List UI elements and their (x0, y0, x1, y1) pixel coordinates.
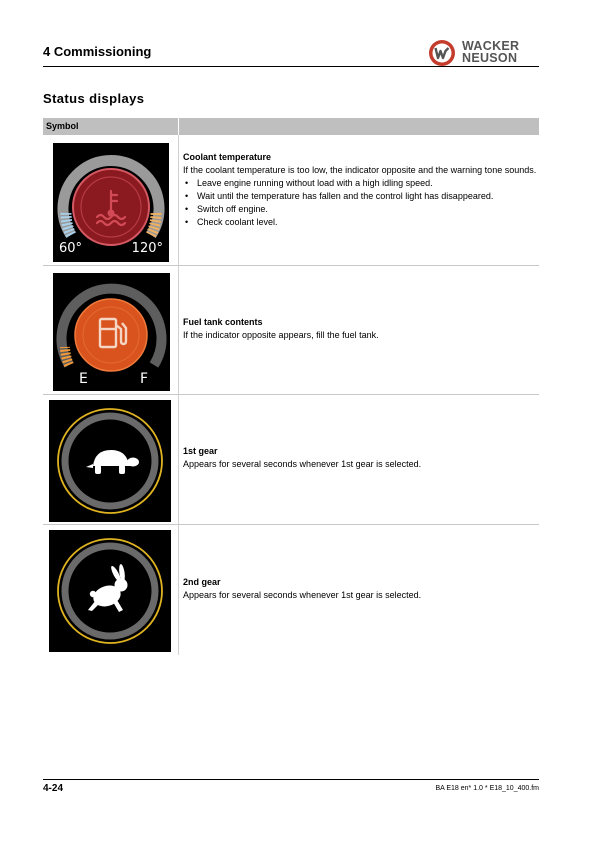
chapter-title: 4 Commissioning (43, 44, 152, 59)
row-text: If the coolant temperature is too low, the indicator opposite and the warning tone sounds. (183, 165, 537, 175)
brand-line-2: NEUSON (462, 51, 518, 65)
gauge-label-full: F (139, 371, 148, 387)
list-item: • Wait until the temperature has fallen and the control light has disappeared. (183, 190, 537, 203)
footer-rule (43, 779, 539, 780)
fuel-gauge-image (53, 273, 170, 391)
brand-text (462, 40, 519, 64)
column-header-symbol: Symbol (46, 121, 79, 131)
coolant-gauge-image (53, 143, 169, 262)
row-title: Fuel tank contents (183, 317, 263, 327)
row-title: 2nd gear (183, 577, 221, 587)
coolant-description (183, 151, 537, 229)
first-gear-image (49, 400, 171, 522)
table-row-2nd-gear (43, 525, 539, 655)
second-gear-image (49, 530, 171, 652)
gauge-label-min: 60° (59, 241, 83, 256)
file-reference: BA E18 en* 1.0 * E18_10_400.fm (435, 785, 539, 792)
page-number: 4-24 (43, 783, 64, 794)
wacker-logo-icon (428, 39, 456, 67)
section-title: Status displays (43, 91, 145, 106)
row-title: 1st gear (183, 446, 218, 456)
header-rule (43, 66, 539, 67)
list-item: • Switch off engine. (183, 203, 537, 216)
instruction-list (183, 177, 537, 229)
list-item: • Check coolant level. (183, 216, 537, 229)
list-item: • Leave engine running without load with a high idling speed. (183, 177, 537, 190)
turtle-icon (86, 450, 139, 474)
row-text: Appears for several seconds whenever 1st gear is selected. (183, 459, 422, 469)
brand-line-1: WACKER (462, 39, 520, 53)
gauge-label-empty: E (79, 371, 88, 387)
first-gear-description (183, 445, 537, 471)
fuel-description (183, 316, 537, 342)
row-text: Appears for several seconds whenever 1st gear is selected. (183, 590, 422, 600)
brand-logo (428, 38, 540, 68)
row-text: If the indicator opposite appears, fill the fuel tank. (183, 330, 379, 340)
gauge-label-max: 120° (131, 241, 163, 256)
rabbit-icon (88, 564, 128, 612)
row-title: Coolant temperature (183, 152, 272, 162)
second-gear-description (183, 576, 537, 602)
table-row-coolant (43, 135, 539, 265)
table-header (43, 118, 539, 135)
table-row-fuel (43, 266, 539, 394)
table-row-1st-gear (43, 395, 539, 524)
